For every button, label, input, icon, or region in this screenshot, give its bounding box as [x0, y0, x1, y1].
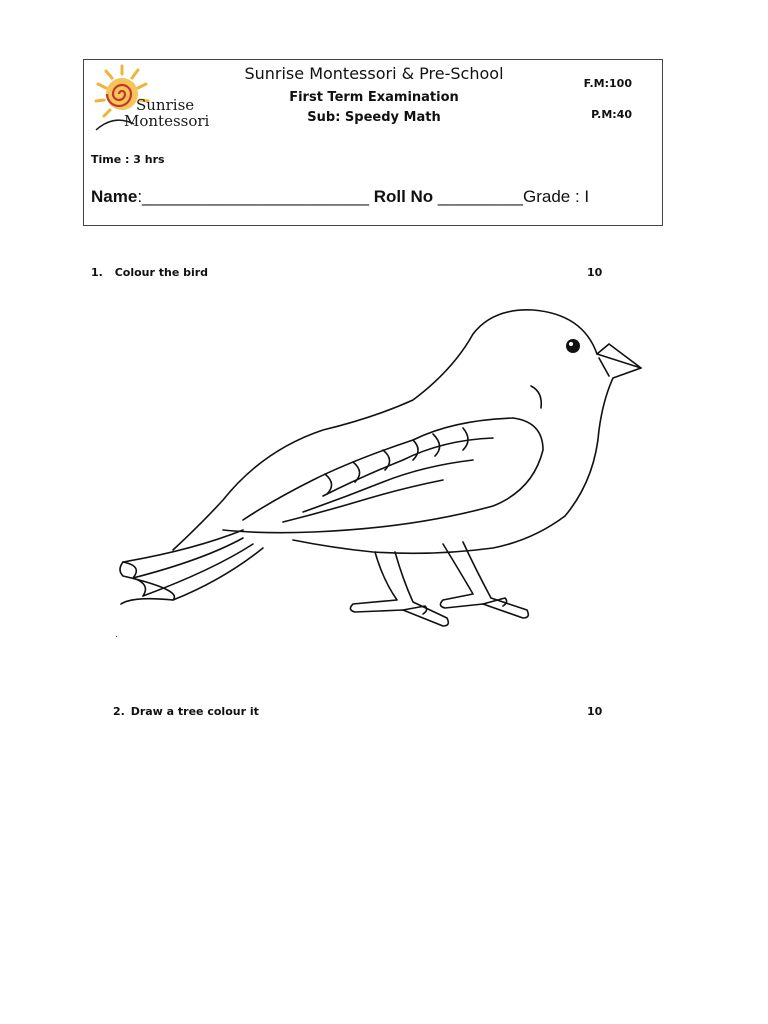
- name-blank: :________________________: [137, 187, 369, 206]
- question-1: [91, 266, 208, 279]
- roll-no-blank: _________: [433, 187, 524, 206]
- roll-no-label: Roll No: [373, 187, 434, 206]
- stray-mark: .: [115, 629, 118, 640]
- question-text: Colour the bird: [114, 266, 209, 279]
- exam-header: [83, 59, 663, 226]
- question-2: [113, 705, 259, 718]
- question-number: 2.: [113, 705, 125, 718]
- question-1-marks: 10: [587, 266, 603, 279]
- pass-marks: P.M:40: [591, 108, 632, 121]
- bird-outline-drawing: [113, 300, 675, 640]
- time-allowed: Time : 3 hrs: [91, 153, 165, 166]
- student-details-row: [91, 187, 589, 207]
- logo-text-sunrise: Sunrise: [136, 96, 195, 114]
- question-text: Draw a tree colour it: [130, 705, 259, 718]
- question-number: 1.: [91, 266, 103, 279]
- full-marks: F.M:100: [583, 77, 632, 90]
- school-name: Sunrise Montessori & Pre-School: [244, 64, 504, 83]
- grade-label: Grade : I: [523, 187, 590, 206]
- name-label: Name: [91, 187, 138, 206]
- logo-text-montessori: Montessori: [124, 112, 210, 130]
- subject-line: Sub: Speedy Math: [307, 110, 441, 125]
- question-2-marks: 10: [587, 705, 603, 718]
- exam-title: First Term Examination: [289, 90, 459, 105]
